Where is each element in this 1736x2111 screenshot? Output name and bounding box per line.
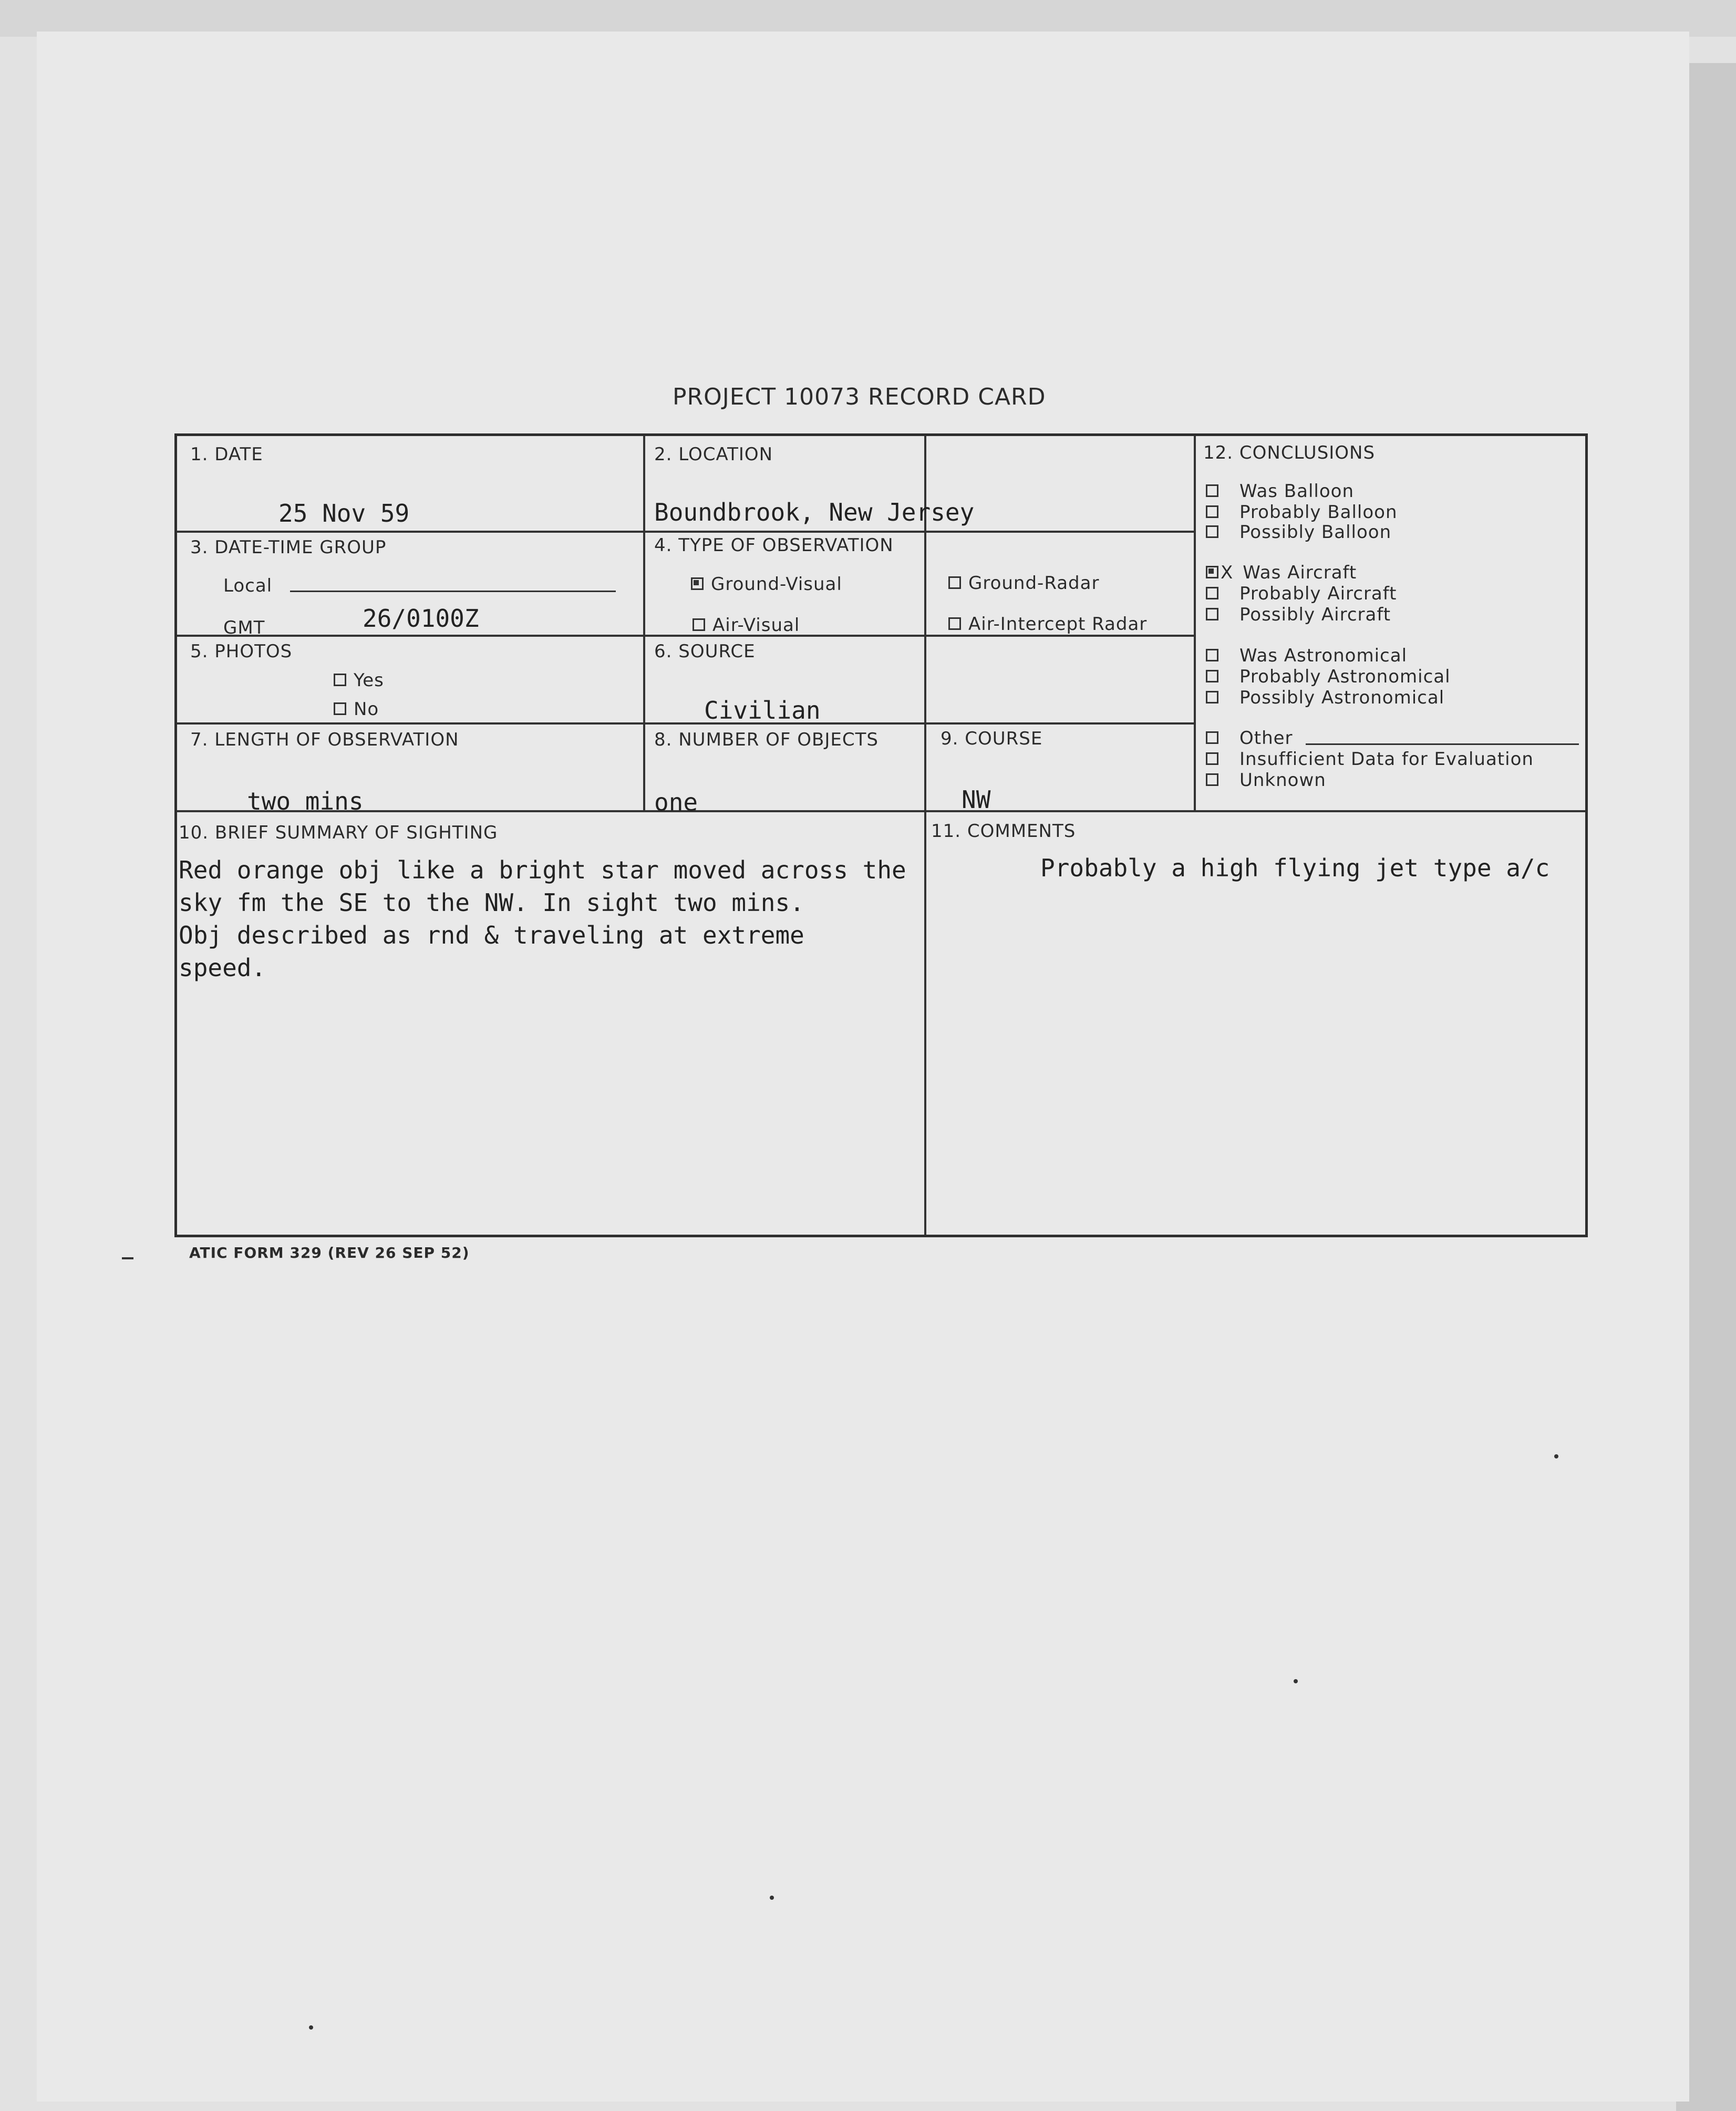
summary-text [179,854,906,984]
conclusions-label: 12. CONCLUSIONS [1203,442,1376,463]
dust-speck [1554,1454,1558,1458]
summary-line: sky fm the SE to the NW. In sight two mins. [179,888,804,917]
source-value: Civilian [704,696,821,725]
divider [1194,436,1196,812]
source-label: 6. SOURCE [654,641,756,662]
conclusion-insufficient-data: Insufficient Data for Evaluation [1206,749,1534,770]
divider [177,810,1585,812]
local-label: Local [223,575,273,596]
edge-mark [122,1257,133,1259]
comments-label: 11. COMMENTS [931,821,1076,842]
length-of-observation-label: 7. LENGTH OF OBSERVATION [190,729,459,750]
conclusion-possibly-balloon: Possibly Balloon [1206,522,1391,543]
conclusion-probably-balloon: Probably Balloon [1206,502,1398,523]
checkbox-icon [1206,670,1218,682]
date-time-group-label: 3. DATE-TIME GROUP [190,537,387,558]
checkbox-icon [1206,649,1218,661]
summary-label: 10. BRIEF SUMMARY OF SIGHTING [179,822,498,843]
date-value: 25 Nov 59 [278,499,410,527]
conclusion-probably-astronomical: Probably Astronomical [1206,666,1451,687]
course-label: 9. COURSE [941,728,1043,749]
conclusion-possibly-astronomical: Possibly Astronomical [1206,687,1444,708]
observation-option-air-visual: Air-Visual [693,615,800,636]
conclusion-probably-aircraft: Probably Aircraft [1206,583,1397,604]
dust-speck [309,2025,313,2030]
checkbox-checked-icon [1206,566,1218,578]
checkbox-icon [1206,587,1218,599]
conclusion-unknown: Unknown [1206,770,1326,791]
photos-label: 5. PHOTOS [190,641,293,662]
conclusion-possibly-aircraft: Possibly Aircraft [1206,604,1391,625]
summary-line: Obj described as rnd & traveling at extreme [179,921,804,949]
dust-speck [1294,1679,1298,1683]
checkbox-icon [1206,608,1218,620]
other-underline [1306,743,1579,745]
conclusion-was-balloon: Was Balloon [1206,481,1354,502]
checkbox-icon [1206,484,1218,497]
checkbox-icon [1206,691,1218,703]
type-of-observation-label: 4. TYPE OF OBSERVATION [654,535,894,556]
divider [177,531,1195,533]
photos-option-no: No [334,699,379,720]
summary-line: speed. [179,954,266,982]
conclusion-other: Other [1206,728,1293,749]
date-label: 1. DATE [190,444,263,465]
observation-option-ground-radar: Ground-Radar [948,573,1099,594]
checkbox-icon [1206,752,1218,765]
summary-line: Red orange obj like a bright star moved across the [179,856,906,884]
checkbox-icon [1206,505,1218,518]
dust-speck [770,1896,774,1900]
checkbox-checked-icon [691,577,704,590]
observation-option-air-intercept-radar: Air-Intercept Radar [948,614,1147,635]
conclusion-was-astronomical: Was Astronomical [1206,645,1407,666]
checkbox-icon [693,618,705,631]
checkbox-icon [1206,773,1218,786]
divider [924,722,926,812]
observation-option-ground-visual: Ground-Visual [691,574,842,595]
photos-option-yes: Yes [334,670,384,691]
form-number: ATIC FORM 329 (REV 26 SEP 52) [189,1244,470,1261]
number-of-objects-value: one [654,788,698,816]
gmt-value: 26/0100Z [363,604,479,633]
checkbox-icon [1206,525,1218,538]
checkbox-icon [1206,731,1218,744]
gmt-underline [273,635,616,636]
x-mark: X [1221,562,1234,583]
checkbox-icon [334,702,346,715]
length-of-observation-value: two mins [247,787,364,815]
checkbox-icon [948,576,961,589]
number-of-objects-label: 8. NUMBER OF OBJECTS [654,729,879,750]
course-value: NW [962,785,991,814]
location-value: Boundbrook, New Jersey [654,498,975,526]
card-title: PROJECT 10073 RECORD CARD [673,384,1046,410]
checkbox-icon [334,674,346,686]
comments-value: Probably a high flying jet type a/c [1040,854,1550,882]
checkbox-icon [948,617,961,630]
location-label: 2. LOCATION [654,444,773,465]
local-underline [290,591,616,592]
conclusion-was-aircraft: X Was Aircraft [1206,562,1357,583]
divider [177,722,1195,725]
divider [924,436,926,1235]
gmt-label: GMT [223,617,265,638]
divider [643,436,645,812]
